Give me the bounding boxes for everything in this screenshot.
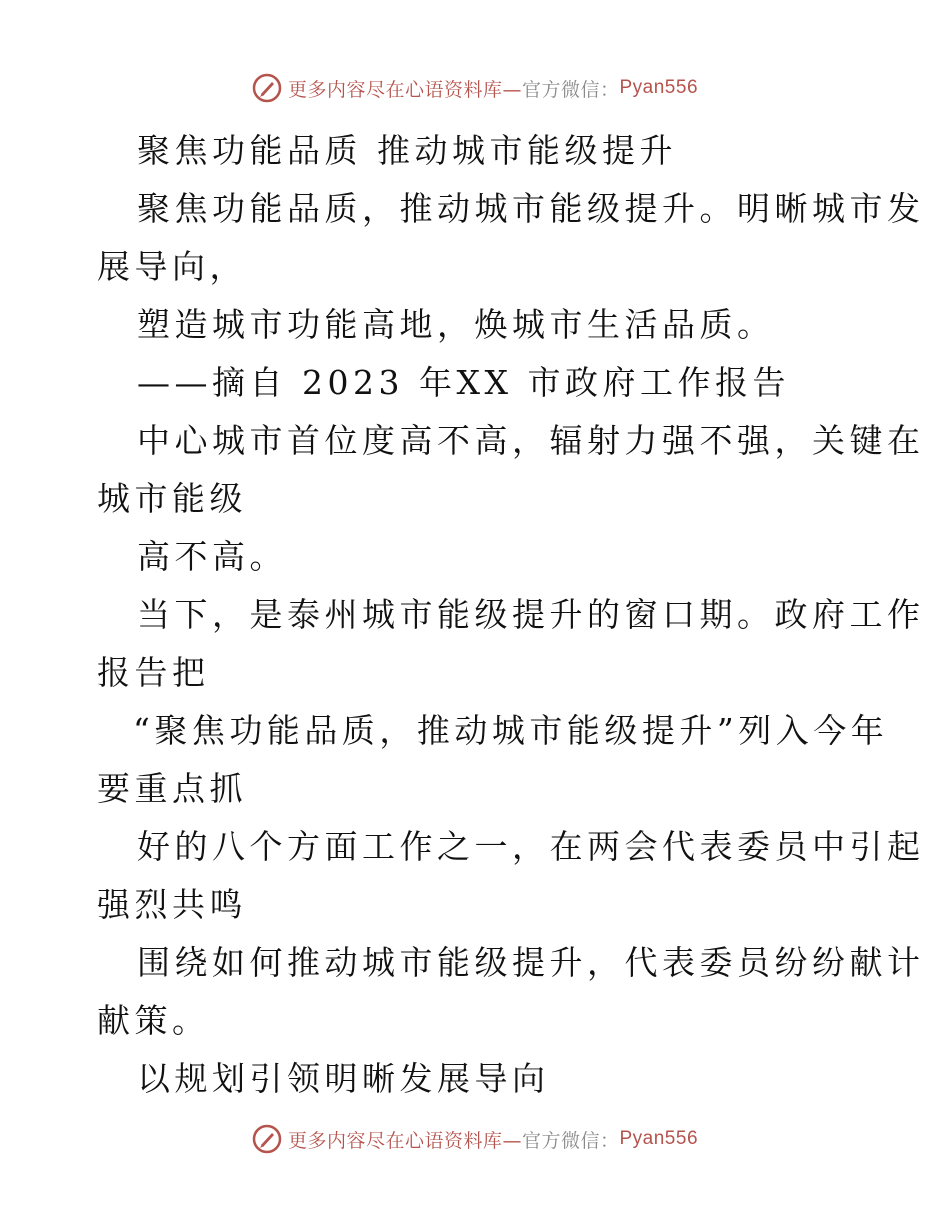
paragraph-line: 聚焦功能品质，推动城市能级提升。明晰城市发: [137, 189, 925, 228]
pen-logo-icon: [252, 1124, 282, 1154]
document-title: 聚焦功能品质 推动城市能级提升: [137, 131, 677, 170]
paragraph-line: 报告把: [97, 653, 210, 692]
pen-logo-icon: [252, 73, 282, 103]
source-citation: ——摘自 2023 年XX 市政府工作报告: [137, 363, 790, 402]
footer-wechat-id: Pyan556: [619, 1128, 699, 1149]
section-heading: 以规划引领明晰发展导向: [137, 1059, 550, 1098]
header-banner-text: 更多内容尽在心语资料库—: [287, 78, 522, 101]
paragraph-line: 中心城市首位度高不高，辐射力强不强，关键在: [137, 421, 925, 460]
paragraph-line: 强烈共鸣: [97, 885, 247, 924]
paragraph-line: 当下，是泰州城市能级提升的窗口期。政府工作: [137, 595, 925, 634]
header-watermark-banner: [0, 73, 950, 103]
paragraph-line: “聚焦功能品质，推动城市能级提升”列入今年: [133, 711, 889, 750]
paragraph-line: 献策。: [97, 1001, 210, 1040]
paragraph-line: 好的八个方面工作之一，在两会代表委员中引起: [137, 827, 925, 866]
paragraph-line: 展导向，: [97, 247, 247, 286]
header-wechat-id: Pyan556: [619, 77, 699, 98]
header-wechat-label: 官方微信：: [521, 78, 620, 101]
paragraph-line: 围绕如何推动城市能级提升，代表委员纷纷献计: [137, 943, 925, 982]
paragraph-line: 城市能级: [97, 479, 247, 518]
paragraph-line: 塑造城市功能高地，焕城市生活品质。: [137, 305, 775, 344]
footer-watermark-banner: [0, 1124, 950, 1154]
footer-banner-text: 更多内容尽在心语资料库—: [287, 1129, 522, 1152]
paragraph-line: 高不高。: [137, 537, 287, 576]
paragraph-line: 要重点抓: [97, 769, 247, 808]
document-body: [97, 122, 925, 1108]
footer-wechat-label: 官方微信：: [521, 1129, 620, 1152]
